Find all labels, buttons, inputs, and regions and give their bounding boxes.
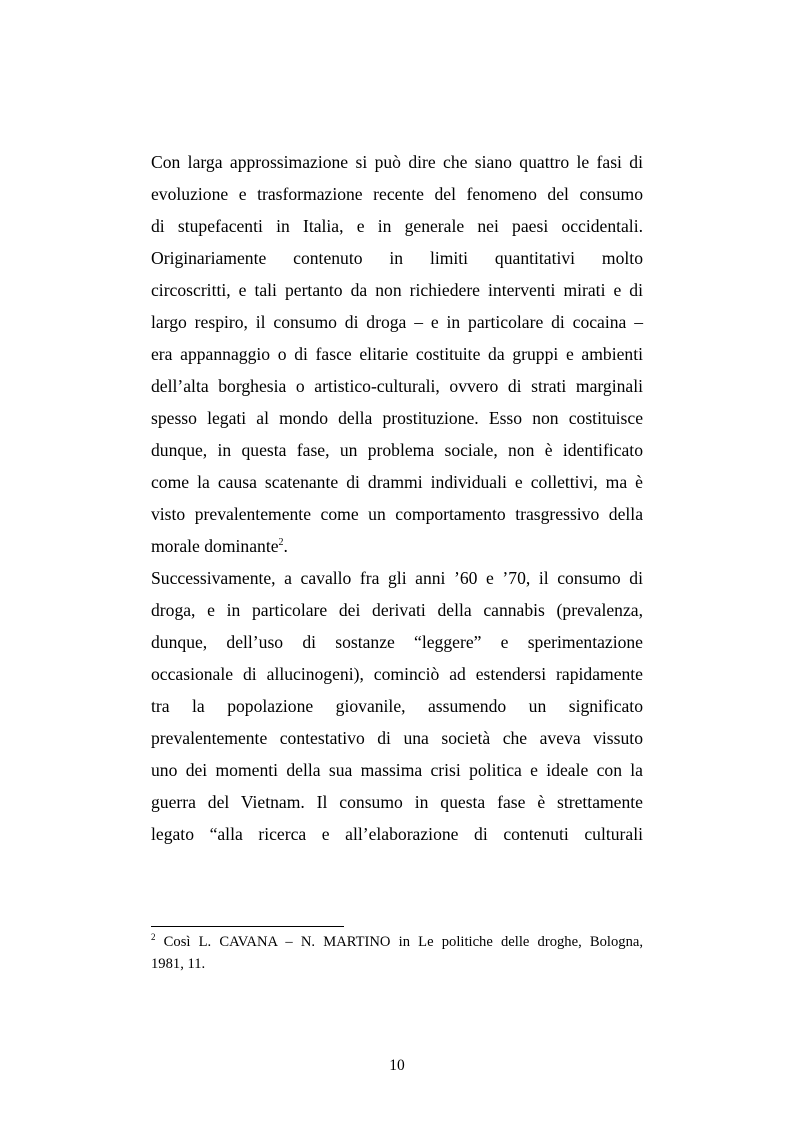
- body-line: dell’alta borghesia o artistico-culturali, ovvero di strati marginali: [151, 376, 643, 396]
- body-line-with-footnote-ref: [151, 530, 643, 562]
- body-line: di stupefacenti in Italia, e in generale nei paesi occidentali.: [151, 216, 643, 236]
- body-line: visto prevalentemente come un comportamento trasgressivo della: [151, 504, 643, 524]
- body-line: spesso legati al mondo della prostituzione. Esso non costituisce: [151, 408, 643, 428]
- body-line: Successivamente, a cavallo fra gli anni ’60 e ’70, il consumo di: [151, 568, 643, 588]
- footnote-line: [151, 931, 643, 953]
- body-line: Con larga approssimazione si può dire che siano quattro le fasi di: [151, 152, 643, 172]
- footnote-reference[interactable]: 2: [278, 537, 284, 548]
- footnote-number: 2: [151, 932, 156, 942]
- body-line: dunque, in questa fase, un problema sociale, non è identificato: [151, 440, 643, 460]
- page-number: 10: [389, 1057, 405, 1074]
- body-line: droga, e in particolare dei derivati della cannabis (prevalenza,: [151, 600, 643, 620]
- body-line: legato “alla ricerca e all’elaborazione di contenuti culturali: [151, 824, 643, 844]
- body-line: guerra del Vietnam. Il consumo in questa fase è strettamente: [151, 792, 643, 812]
- body-line-tail: .: [283, 536, 288, 556]
- body-line: prevalentemente contestativo di una società che aveva vissuto: [151, 728, 643, 748]
- footnote-text: Così L. CAVANA – N. MARTINO in Le politiche delle droghe, Bologna,: [155, 934, 643, 950]
- body-text: [151, 146, 643, 850]
- body-line: tra la popolazione giovanile, assumendo un significato: [151, 696, 643, 716]
- body-line: circoscritti, e tali pertanto da non richiedere interventi mirati e di: [151, 280, 643, 300]
- footnote-line: 1981, 11.: [151, 956, 206, 972]
- body-line: uno dei momenti della sua massima crisi politica e ideale con la: [151, 760, 643, 780]
- body-line: evoluzione e trasformazione recente del fenomeno del consumo: [151, 184, 643, 204]
- footnote-separator: [151, 926, 344, 927]
- body-line: occasionale di allucinogeni), cominciò ad estendersi rapidamente: [151, 664, 643, 684]
- body-line: Originariamente contenuto in limiti quantitativi molto: [151, 248, 643, 268]
- footnote: [151, 931, 643, 975]
- body-line: dunque, dell’uso di sostanze “leggere” e sperimentazione: [151, 632, 643, 652]
- body-line-text: morale dominante: [151, 536, 279, 556]
- body-line: era appannaggio o di fasce elitarie costituite da gruppi e ambienti: [151, 344, 643, 364]
- body-line: come la causa scatenante di drammi individuali e collettivi, ma è: [151, 472, 643, 492]
- body-line: largo respiro, il consumo di droga – e in particolare di cocaina –: [151, 312, 643, 332]
